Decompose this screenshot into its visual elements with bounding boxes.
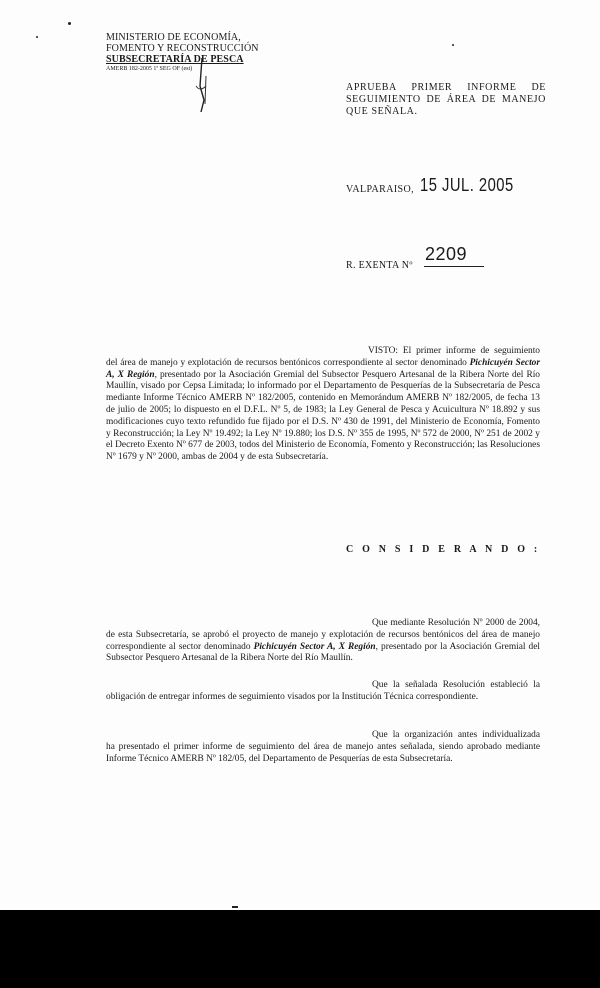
document-subject: APRUEBA PRIMER INFORME DE SEGUIMIENTO DE ÁREA DE MANEJO QUE SEÑALA. — [346, 82, 546, 117]
considerando-paragraph-2 — [106, 680, 540, 704]
scan-speck — [68, 22, 71, 25]
scan-bottom-border — [0, 910, 600, 988]
considerando-1-text: Que mediante Resolución Nº 2000 de 2004, de esta Subsecretaría, se aprobó el proyecto de manejo y explotación de recursos bentónicos del área de manejo correspondiente al sector denominado — [106, 618, 540, 652]
ministry-line-1: MINISTERIO DE ECONOMÍA, — [106, 32, 241, 43]
considerando-2-text: Que la señalada Resolución estableció la obligación de entregar informes de seguimiento visados por la Institución Técnica correspondiente. — [106, 680, 540, 702]
scan-speck — [36, 36, 38, 38]
place-label: VALPARAISO, — [346, 184, 415, 195]
scan-speck — [232, 906, 238, 908]
resolution-underline — [424, 266, 484, 267]
visto-sector-name: Pichicuyén Sector A, X Región — [106, 357, 541, 380]
scan-speck — [452, 44, 454, 46]
ministry-line-2: FOMENTO Y RECONSTRUCCIÓN — [106, 43, 259, 54]
considerando-1-text-rest: , presentado por la Asociación Gremial del Subsector Pesquero Artesanal de la Ribera Norte del Río Maullín. — [106, 641, 540, 664]
subsecretaria-line: SUBSECRETARÍA DE PESCA — [106, 54, 244, 65]
ministry-header — [106, 32, 266, 73]
visto-paragraph — [106, 346, 540, 464]
reference-code: AMERB 182-2005 1ª SEG OF (est) — [106, 66, 193, 72]
signature-mark — [188, 56, 218, 116]
considerando-paragraph-1 — [106, 618, 540, 665]
considerando-heading: C O N S I D E R A N D O : — [346, 544, 541, 555]
visto-text: VISTO: El primer informe de seguimiento del área de manejo y explotación de recursos bentónicos correspondiente al sector denominado — [106, 346, 540, 368]
resolution-label: R. EXENTA Nº — [346, 260, 413, 271]
resolution-number: 2209 — [425, 244, 468, 264]
date-stamp: 15 JUL. 2005 — [420, 175, 514, 195]
considerando-3-text: Que la organización antes individualizada ha presentado el primer informe de seguimiento del área de manejo antes señalada, siendo aprobado mediante Informe Técnico AMERB Nº 182/05, del Departamento de Pesquerías de esta Subsecretaría. — [106, 730, 540, 764]
visto-text-rest: , presentado por la Asociación Gremial del Subsector Pesquero Artesanal de la Ribera Norte del Río Maullín, visado por Cepsa Limitada; lo informado por el Departamento de Pesquerías de la Subsecretaría de Pesca mediante Informe Técnico AMERB Nº 182/2005, contenido en Memorándum AMERB Nº 182/2005, de fecha 13 de julio de 2005; lo dispuesto en el D.F.L. Nº 5, de 1983; la Ley General de Pesca y Acuicultura Nº 18.892 y sus modificaciones cuyo texto refundido fue fijado por el D.S. Nº 430 de 1991, del Ministerio de Economía, Fomento y Reconstrucción; la Ley Nº 19.492; la Ley Nº 19.880; los D.S. Nº 355 de 1995, Nº 572 de 2000, Nº 251 de 2002 y el Decreto Exento Nº 677 de 2003, todos del Ministerio de Economía, Fomento y Reconstrucción; las Resoluciones Nº 1679 y Nº 2000, ambas de 2004 y de esta Subsecretaría. — [106, 369, 540, 463]
considerando-1-sector-name: Pichicuyén Sector A, X Región — [253, 641, 376, 652]
considerando-paragraph-3 — [106, 730, 540, 765]
